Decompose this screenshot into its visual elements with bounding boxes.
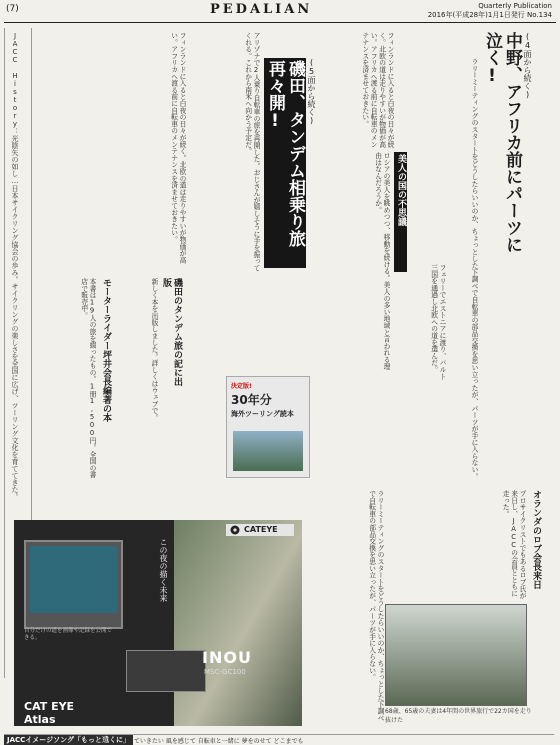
mystery-subhead: 美人の国の不思議 bbox=[394, 152, 407, 272]
tour-book-ad-sub: 海外ツーリング読本 bbox=[231, 410, 294, 418]
cateye-badge bbox=[226, 524, 294, 536]
inou-model: MSC-GC100 bbox=[204, 668, 246, 676]
footer-lyrics: もっと遠くに 走っていきたい 風を感じて 自転車と一緒に 夢をのせて どこまでも bbox=[84, 738, 304, 745]
nakano-col-a2: フェリーでエストニアに渡り、バルト三国を通過し北欧への道を選んだ。 bbox=[429, 264, 446, 380]
book-text: 新しく本を出版しました。詳しくはウェブで。 bbox=[150, 278, 158, 421]
nakano-headline: 中野、アフリカ前にパーツに泣く! bbox=[482, 32, 522, 253]
sidebar-text: JACC History：光陰矢の如し…日本サイクリング協会の歩み。サイクリングの楽しさを全国に広げ、ツーリング文化を育ててきた。 bbox=[11, 32, 19, 500]
cyclist-photo bbox=[174, 520, 302, 726]
poster-headline-block bbox=[100, 278, 111, 478]
holland-headline: オランダのロブ会長来日 bbox=[531, 490, 541, 589]
cateye-atlas-brand: CAT EYE Atlas bbox=[24, 700, 75, 726]
mystery-subhead-block bbox=[394, 152, 407, 272]
nakano-kicker: (4面から続く) bbox=[523, 32, 532, 99]
book-subhead: 磯田のタンデム旅の記に出版 bbox=[161, 278, 182, 386]
tour-book-ad[interactable] bbox=[226, 376, 310, 478]
tandem-headline-block bbox=[264, 58, 316, 268]
publication-date bbox=[428, 11, 552, 20]
cateye-ad[interactable] bbox=[14, 520, 302, 726]
footer-song-label: JACCイメージソング「もっと遠くに」 bbox=[4, 735, 133, 745]
tandem-headline: 磯田、タンデム相乗り旅再々開! bbox=[264, 58, 306, 268]
page-number: (7) bbox=[6, 4, 19, 14]
inou-product-name: INOU bbox=[202, 648, 252, 667]
cat-eye-logo-icon bbox=[228, 525, 242, 535]
couple-photo-caption: 68歳、65歳の夫妻は4年間の世界旅行で22カ国を走り抜けた bbox=[385, 708, 532, 724]
cateye-tagline: この夜の描く未来 bbox=[159, 538, 168, 602]
cateye-badge-text: CATEYE bbox=[244, 525, 278, 534]
holland-text: プロサイクリストでもあるロブ氏が来日し、JACCの会員とともに走った。 bbox=[501, 490, 526, 599]
tour-book-ad-kicker: 決定版! bbox=[231, 383, 252, 390]
left-col-text: フィンランドに入ると白夜の日々が続く。北欧の道は走りやすいが物価が高い。アフリカへ渡る前に自転車のメンテナンスを済ませておきたい。 bbox=[169, 32, 186, 264]
publication-label: Quarterly Publication bbox=[478, 2, 552, 10]
nakano-col-a: ラリーミーティングのスタートをどうしたらいいのか、ちょっとした下調べで自転車の部品交換を思い立ったが、パーツが手に入らない。 bbox=[470, 58, 478, 480]
tandem-kicker: (5面から続く) bbox=[307, 58, 316, 125]
newspaper-title: PEDALIAN bbox=[210, 2, 313, 17]
laptop-image bbox=[24, 540, 123, 629]
publication-info bbox=[428, 2, 552, 20]
mystery-text: ロシアの美人を眺めつつ、移動を続ける。美人の多い地域と言われる理由はなんだろうか。 bbox=[373, 152, 390, 370]
publication-date-text: 2016年(平成28年)1月1日発行 bbox=[427, 11, 525, 19]
nakano-col-b: フィンランドに入ると白夜の日々が続く。北欧の道は走りやすいが物価が高い。アフリカへ渡る前に自転車のメンテナンスを済ませておきたい。 bbox=[360, 32, 394, 148]
tour-book-ad-title: 30年分 bbox=[231, 393, 272, 407]
book-subhead-block bbox=[160, 278, 182, 388]
header-rule bbox=[4, 22, 556, 23]
laptop-screen bbox=[30, 546, 117, 613]
footer-song bbox=[4, 734, 554, 745]
tour-book-ad-image bbox=[233, 431, 303, 471]
issue-number: No.134 bbox=[527, 11, 552, 19]
tandem-text: アリゾナで2人乗り自転車の旅を再開した。おじさんが嬉しそうに手を振ってくれる。これから南米へ向かう予定だ。 bbox=[243, 32, 260, 272]
cateye-small-notes: 自分だけの道を画像や記録を公開できる。 bbox=[24, 628, 113, 641]
inou-device-image bbox=[126, 650, 206, 692]
cateye-atlas-logo bbox=[24, 698, 104, 726]
poster-text: 本書は19人の旅を綴ったもの。1冊1,500円。全国の書店で販売中。 bbox=[79, 278, 96, 478]
couple-bicycle-photo bbox=[385, 604, 527, 706]
poster-headline: モーターライダー坪井会長編著の本 bbox=[101, 278, 111, 422]
nakano-headline-block bbox=[482, 32, 532, 262]
holland-text-2: ラリーミーティングのスタートをどうしたらいいのか、ちょっとした下調べで自転車の部品交換を思い立ったが、パーツが手に入らない。 bbox=[367, 490, 384, 722]
